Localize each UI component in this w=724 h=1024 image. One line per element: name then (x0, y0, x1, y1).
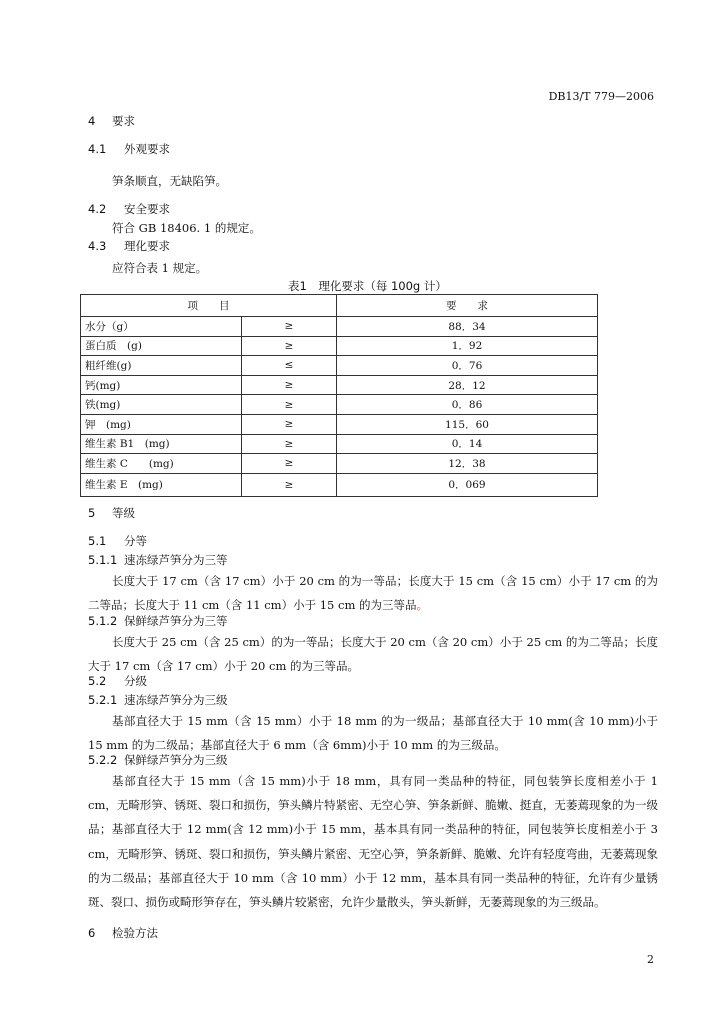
section-number: 4.1 (88, 142, 107, 156)
column-header-requirement: 要 求 (337, 295, 598, 317)
requirement-value: 0．069 (337, 473, 598, 496)
comparison-operator: ≤ (242, 356, 337, 376)
section-4-1-text: 笋条顺直，无缺陷笋。 (112, 174, 227, 188)
section-5-1-1-heading (88, 552, 228, 568)
section-title: 安全要求 (124, 202, 170, 216)
section-number: 4.2 (88, 202, 107, 216)
section-number: 6 (88, 926, 96, 940)
section-number: 5.1.1 (88, 553, 118, 567)
section-5-1-heading (88, 533, 147, 549)
section-5-2-2-text: 基部直径大于 15 mm（含 15 mm)小于 18 mm，具有同一类品种的特征，同包装笋长度相差小于 1 cm，无畸形笋、锈斑、裂口和损伤，笋头鳞片特紧密、无空心笋、笋条新鲜、脆嫩、挺直，无萎蔫现象的为一级品；基部直径大于 12 mm(含 12 mm)小于 15 mm，基本具有同一类品种的特征，同包装笋长度相差小于 3 cm，无畸形笋、锈斑、裂口和损伤，笋头鳞片紧密、无空心笋，笋条新鲜、脆嫩、允许有轻度弯曲，无萎蔫现象的为二级品；基部直径大于 10 mm（含 10 mm）小于 12 mm，基本具有同一类品种的特征，允许有少量锈斑、裂口、损伤或畸形笋存在，笋头鳞片较紧密，允许少量散头，笋头新鲜，无萎蔫现象的为三级品。 (88, 774, 658, 910)
table-row (81, 434, 598, 454)
standard-code: DB13/T 779—2006 (548, 90, 654, 103)
section-number: 5 (88, 506, 96, 520)
section-title: 保鲜绿芦笋分为三等 (124, 614, 228, 628)
section-title: 理化要求 (124, 239, 170, 253)
item-name: 粗纤维(g) (81, 356, 242, 376)
requirement-value: 0．14 (337, 434, 598, 454)
section-5-1-2-heading (88, 613, 228, 629)
table-header-row (81, 295, 598, 317)
table-row (81, 375, 598, 395)
comparison-operator: ≥ (242, 336, 337, 356)
table-row (81, 356, 598, 376)
item-name: 钙(mg) (81, 375, 242, 395)
table-row (81, 395, 598, 415)
section-4-1-heading (88, 141, 170, 157)
comparison-operator: ≥ (242, 414, 337, 434)
table-row (81, 414, 598, 434)
item-name: 铁(mg) (81, 395, 242, 415)
paragraph-end-mark: 。 (416, 598, 429, 613)
paragraph-text: 长度大于 17 cm（含 17 cm）小于 20 cm 的为一等品；长度大于 15 cm（含 15 cm）小于 17 cm 的为二等品；长度大于 11 cm（含 11 cm）小于 15 cm 的为三等品 (88, 574, 658, 613)
requirement-value: 12．38 (337, 454, 598, 474)
section-5-heading (88, 505, 135, 521)
table-row (81, 473, 598, 496)
section-4-3-heading (88, 238, 170, 254)
item-name: 钾 (mg) (81, 414, 242, 434)
section-title: 分等 (124, 534, 147, 548)
section-title: 检验方法 (112, 926, 158, 940)
section-4-2-text: 符合 GB 18406. 1 的规定。 (112, 221, 261, 235)
item-name: 维生素 E (mg) (81, 473, 242, 496)
table-row (81, 336, 598, 356)
comparison-operator: ≥ (242, 375, 337, 395)
section-title: 分级 (124, 674, 147, 688)
comparison-operator: ≥ (242, 395, 337, 415)
section-title: 速冻绿芦笋分为三级 (124, 693, 228, 707)
section-number: 5.2.2 (88, 753, 118, 767)
section-5-1-2-text: 长度大于 25 cm（含 25 cm）的为一等品；长度大于 20 cm（含 20 cm）小于 25 cm 的为二等品；长度大于 17 cm（含 17 cm）小于 20 cm 的为三等品。 (88, 635, 658, 674)
requirement-value: 1．92 (337, 336, 598, 356)
physicochemical-requirements-table (80, 294, 598, 497)
comparison-operator: ≥ (242, 473, 337, 496)
item-name: 维生素 C (mg) (81, 454, 242, 474)
section-4-heading (88, 113, 135, 129)
section-5-1-1-text (88, 569, 658, 617)
item-name: 蛋白质 (g) (81, 336, 242, 356)
requirement-value: 115．60 (337, 414, 598, 434)
page-number: 2 (647, 953, 654, 966)
section-5-2-heading (88, 673, 147, 689)
table-caption: 表1 理化要求（每 100g 计） (288, 279, 447, 293)
item-name: 水分（g） (81, 317, 242, 337)
section-4-3-text: 应符合表 1 规定。 (112, 261, 208, 275)
section-title: 速冻绿芦笋分为三等 (124, 553, 228, 567)
section-number: 5.2 (88, 674, 107, 688)
column-header-item: 项 目 (81, 295, 337, 317)
section-4-2-heading (88, 201, 170, 217)
section-title: 等级 (112, 506, 135, 520)
section-6-heading (88, 925, 158, 941)
section-number: 5.1.2 (88, 614, 118, 628)
section-5-2-2-heading (88, 752, 228, 768)
section-title: 外观要求 (124, 142, 170, 156)
table-row (81, 454, 598, 474)
section-number: 4.3 (88, 239, 107, 253)
section-title: 要求 (112, 114, 135, 128)
section-5-2-1-text: 基部直径大于 15 mm（含 15 mm）小于 18 mm 的为一级品；基部直径大于 10 mm(含 10 mm)小于 15 mm 的为二级品；基部直径大于 6 mm（含 6mm)小于 10 mm 的为三级品。 (88, 714, 658, 753)
requirement-value: 88．34 (337, 317, 598, 337)
section-title: 保鲜绿芦笋分为三级 (124, 753, 228, 767)
requirement-value: 28．12 (337, 375, 598, 395)
section-number: 5.1 (88, 534, 107, 548)
section-5-2-1-heading (88, 692, 228, 708)
item-name: 维生素 B1 (mg) (81, 434, 242, 454)
requirement-value: 0．76 (337, 356, 598, 376)
section-number: 5.2.1 (88, 693, 118, 707)
comparison-operator: ≥ (242, 454, 337, 474)
comparison-operator: ≥ (242, 434, 337, 454)
comparison-operator: ≥ (242, 317, 337, 337)
section-number: 4 (88, 114, 96, 128)
requirement-value: 0．86 (337, 395, 598, 415)
table-row (81, 317, 598, 337)
